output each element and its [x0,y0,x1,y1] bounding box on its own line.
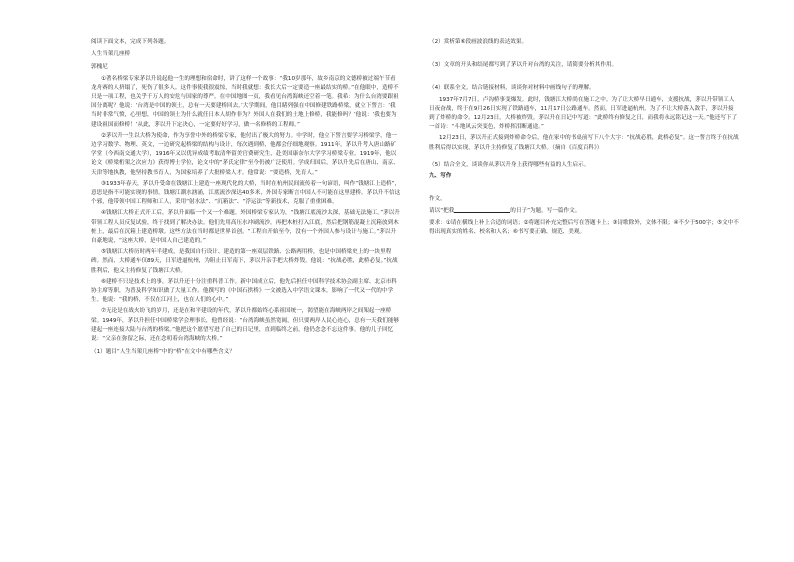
question-4: （4）联系全文，结合链接材料，谈谈你对材料中画线句子的理解。 [429,85,595,92]
paragraph-6: ⑥建桥不只是技术上的事，茅以升还十分注重科普工作。新中国成立后，他先后担任中国科学技术协会副主席、北京市科协主席等职，为普及科学知识做了大量工作。他撰写的《中国石拱桥》一文被选入中学语文课本，影响了一代又一代的中学生。他说：“我的桥，不仅在江河上，也在人们的心中。” [91,278,397,304]
title-blank [454,206,510,213]
article-author: 郭槐尼 [91,64,108,71]
essay-prompt-end: 的日子”为题，写一篇作文。 [510,208,581,215]
essay-requirements: 要求：①请在横线上补上合适的词语；②将题目补充完整后写在答题卡上；③诗歌除外，文体不限；④不少于500字；⑤文中不得出现真实的姓名、校名和人名；⑥书写要正确、规范、美观。 [429,219,739,235]
article-title: 人生当架几座桥 [91,51,131,58]
essay-prompt-start: 请以“把我 [429,208,455,215]
link-material-2: 12月23日，茅以升正式接到炸桥命令后，他在家中的书桌前写下八个大字：“抗战必胜，此桥必复”。这一誓言终于在抗战胜利后得以实现，茅以升主持修复了钱塘江大桥。（摘自《百度百科》） [429,135,739,151]
reading-intro: 阅读下面文本，完成下列各题。 [91,39,170,45]
paragraph-4: ④钱塘江大桥正式开工后，茅以升面临一个又一个难题。外国桥梁专家认为，“钱塘江底流沙太深，基础无法施工。”茅以升带领工程人员反复试验，终于找到了解决办法。他们先用高压水冲刷流沙，再把木桩打入江底，然后把钢筋混凝土沉箱放到木桩上，最后在沉箱上建造桥墩。这些方法在当时都是世界首创。“工程自开始至今，没有一个外国人参与设计与施工。”茅以升自豪地说，“这座大桥，是中国人自己建造的。” [91,210,400,245]
right-column [429,38,739,239]
essay-prompt [429,206,739,216]
link-material-1: 1937年7月7日，卢沟桥事变爆发。此时，钱塘江大桥尚在施工之中。为了让大桥早日通车，支援抗战，茅以升带领工人日夜奋战，终于在9月26日实现了铁路通车，11月17日公路通车。然而，日军进逼杭州，为了不让大桥落入敌手，茅以升接到了炸桥的命令。12月23日，大桥被炸毁。茅以升在日记中写道：“此桥终有修复之日，而我将永远铭记这一天。”他还写下了一首诗：“斗地风云突变色，炸桥挥泪断通途。” [429,96,738,131]
paragraph-7: ⑦无论是在战火纷飞的岁月，还是在和平建设的年代，茅以升都始终心系祖国统一，渴望能在海峡两岸之间架起一座桥梁。1949年，茅以升担任中国桥梁学会理事长，他曾经说：“台湾海峡虽然宽阔，但只要两岸人民心连心，总有一天我们能够建起一座连接大陆与台湾的桥梁。”他把这个愿望写进了自己的日记里，直到临终之前，他仍念念不忘这件事。他的儿子回忆说：“父亲在弥留之际，还在念叨着台湾海峡的大桥。” [91,308,400,343]
paragraph-3: ③1933年春天，茅以升受命在钱塘江上建造一座现代化的大桥，当时在杭州民间流传着一句谚语，叫作“钱塘江上造桥”，意思是指不可能实现的事情。钱塘江潮水汹涌，江底流沙深达40多米，外国专家断言中国人不可能在这里建桥。茅以升不信这个邪，他带领中国工程师和工人，采用“射水法”、“沉箱法”、“浮运法”等新技术，克服了重重困难。 [91,180,401,206]
question-3: （3）文章的开头和结尾都写到了茅以升对台湾的关注，请简要分析其作用。 [429,62,618,69]
paragraph-2: ②茅以升一生以大桥为使命，作为享誉中外的桥梁专家，他付出了极大的努力。中学时，他立下誓言要学习桥梁学，他一边学习数学、物理、英文，一边研究起桥梁的结构与设计，每次遇到桥，他都会仔细地观察。1911年，茅以升考入唐山路矿学堂（今西南交通大学），1916年又以优异成绩考取清华留美官费研究生，赴美国康奈尔大学学习桥梁专业。1919年，他以论文《桥梁桁架之次应力》获得博士学位，论文中的“茅氏定律”至今仍被广泛使用。学成归国后，茅以升先后在唐山、南京、天津等地执教，他坚持教书育人，为国家培养了大批桥梁人才。他常说：“要造桥，先育人。” [91,132,399,176]
question-5: （5）结合全文，谈谈你从茅以升身上获得哪些有益的人生启示。 [429,161,590,168]
paragraph-1: ①著名桥梁专家茅以升说起他一生的理想和宿命时，讲了这样一个故事：“我10岁那年，故乡南京的文德桥被过端午节看龙舟赛的人挤塌了，死伤了很多人。这件事使我很震惊，当时我就想：我长大后一定要造一座最结实的桥。”在他眼中，造桥不只是一项工程，也关乎千万人的安危与国家的尊严。在中国地图一页，我看见台湾海峡还空着一笔。我希：为什么台湾要跟祖国分离呢？他说：‘台湾是中国的领土，总有一天要建桥回去。’大学期间，他目睹列强在中国修建铁路桥梁，就立下誓言：‘我当时非常气愤，心里想，中国的领土为什么就任日本人胡作非为？外国人在我们的土地上修桥，我能修吗？’他说：‘我也要为建设祖国而修桥！’从此，茅以升下定决心，一定要好好学习，做一名修桥的工程师。” [91,75,399,128]
section-heading: 九、写作 [429,173,452,180]
essay-label: 作文。 [429,196,446,203]
question-2: （2）赏析第⑥段画波浪线的表达效果。 [429,39,528,45]
paragraph-5: ⑤钱塘江大桥历时两年半建成，是我国自行设计、建造的第一座双层铁路、公路两用桥，也是中国桥梁史上的一块里程碑。然而，大桥通车仅89天，日军进逼杭州，为阻止日军南下，茅以升亲手把大桥炸毁。他说：“抗战必胜，此桥必复。”抗战胜利后，他又主持修复了钱塘江大桥。 [91,249,398,274]
question-1: （1）题目“人生当架几座桥”中的“桥”在文中有哪些含义？ [91,349,235,356]
left-column [91,38,401,360]
